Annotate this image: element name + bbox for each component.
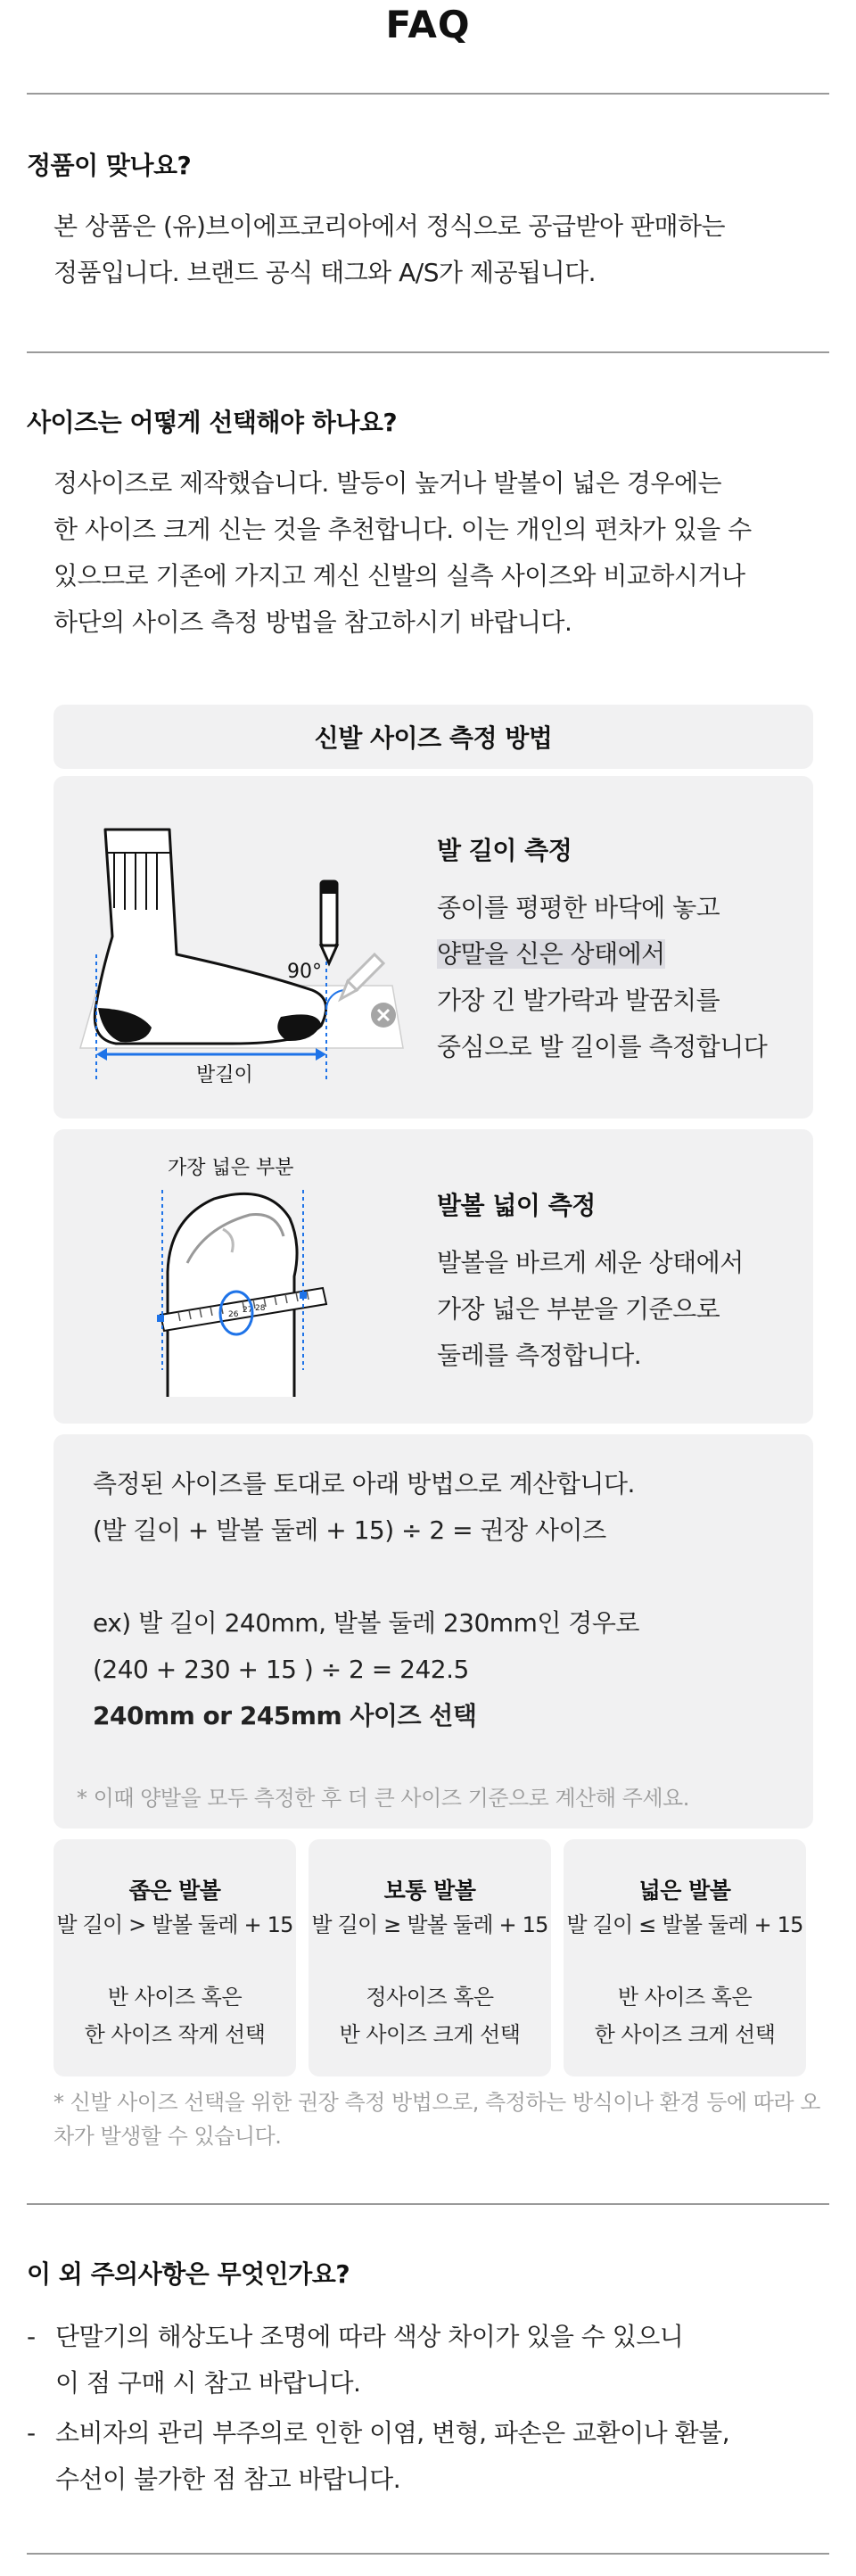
notice-line: 소비자의 관리 부주의로 인한 이염, 변형, 파손은 교환이나 환불, [55,2418,730,2448]
foot-length-illustration [54,776,428,1119]
size-guide-title-box [54,705,813,769]
faq-question-authenticity: 정품이 맞나요? [27,151,192,180]
card-title: 넓은 발볼 [638,1878,731,1903]
notice-line: 이 점 구매 시 참고 바랍니다. [55,2368,361,2398]
card-title: 좁은 발볼 [128,1878,221,1903]
pencil-icon [321,881,337,963]
card-recommendation: 반 사이즈 혹은 [617,1985,753,2010]
card-recommendation: 한 사이즈 크게 선택 [594,2022,776,2047]
card-formula: 발 길이 > 발볼 둘레 + 15 [56,1912,293,1937]
card-formula: 발 길이 ≥ 발볼 둘레 + 15 [311,1912,548,1937]
faq-answer-size [54,460,820,646]
notice-line: 단말기의 해상도나 조명에 따라 색상 차이가 있을 수 있으니 [55,2322,684,2351]
faq-question-notice: 이 외 주의사항은 무엇인가요? [27,2259,350,2289]
answer-line: 본 상품은 (유)브이에프코리아에서 정식으로 공급받아 판매하는 [54,211,726,241]
calc-text [93,1461,639,1739]
step-line: 가장 넓은 부분을 기준으로 [437,1294,720,1324]
length-label: 발길이 [196,1064,253,1086]
tape-mark: 28 [255,1304,266,1313]
answer-line: 하단의 사이즈 측정 방법을 참고하시기 바랍니다. [54,607,572,637]
step-line: 발볼을 바르게 세운 상태에서 [437,1248,744,1277]
answer-line: 정사이즈로 제작했습니다. 발등이 높거나 발볼이 넓은 경우에는 [54,468,722,498]
answer-line: 있으므로 기존에 가지고 계신 신발의 실측 사이즈와 비교하시거나 [54,561,745,590]
page-title: FAQ [385,3,471,46]
foot-width-panel [54,1129,813,1424]
tape-mark: 26 [228,1310,239,1319]
dash-marker: - [27,2322,36,2351]
angle-label: 90° [287,961,322,983]
highlighted-step: 양말을 신은 상태에서 [437,939,665,969]
calc-example: (240 + 230 + 15 ) ÷ 2 = 242.5 [93,1655,469,1684]
divider [27,351,829,353]
answer-line: 한 사이즈 크게 신는 것을 추천합니다. 이는 개인의 편차가 있을 수 [54,515,752,544]
divider [27,93,829,95]
widest-part-label: 가장 넓은 부분 [168,1157,294,1179]
divider [27,2553,829,2555]
card-recommendation: 한 사이즈 작게 선택 [84,2022,266,2047]
foot-length-panel [54,776,813,1119]
card-recommendation: 반 사이즈 혹은 [107,1985,243,2010]
notice-item [27,2410,829,2503]
step-line: 중심으로 발 길이를 측정합니다 [437,1032,768,1061]
faq-question-size: 사이즈는 어떻게 선택해야 하나요? [27,408,398,437]
foot-width-heading: 발볼 넓이 측정 [437,1191,596,1220]
calc-note: * 이때 양발을 모두 측정한 후 더 큰 사이즈 기준으로 계산해 주세요. [77,1786,689,1811]
step-line [437,931,767,978]
narrow-width-card [54,1839,296,2076]
calc-line: 측정된 사이즈를 토대로 아래 방법으로 계산합니다. [93,1469,635,1499]
foot-width-steps [437,1240,744,1379]
close-icon [371,1003,396,1028]
card-formula: 발 길이 ≤ 발볼 둘레 + 15 [566,1912,803,1937]
dash-marker: - [27,2418,36,2448]
calc-result: 240mm or 245mm 사이즈 선택 [93,1701,477,1730]
size-guide-title: 신발 사이즈 측정 방법 [314,723,553,753]
card-title: 보통 발볼 [383,1878,476,1903]
tape-mark: 27 [243,1306,253,1315]
card-recommendation: 반 사이즈 크게 선택 [339,2022,521,2047]
card-recommendation: 정사이즈 혹은 [366,1985,494,2010]
answer-line: 정품입니다. 브랜드 공식 태그와 A/S가 제공됩니다. [54,258,597,287]
wide-width-card [564,1839,806,2076]
guide-footnote: * 신발 사이즈 선택을 위한 권장 측정 방법으로, 측정하는 방식이나 환경 등에 따라 오차가 발생할 수 있습니다. [54,2090,820,2149]
step-line: 가장 긴 발가락과 발꿈치를 [437,986,720,1015]
size-calc-panel [54,1434,813,1829]
foot-length-steps [437,885,767,1070]
normal-width-card [309,1839,551,2076]
faq-answer-authenticity [54,203,820,296]
foot-width-illustration [54,1129,428,1424]
divider [27,2203,829,2205]
step-line: 둘레를 측정합니다. [437,1341,642,1370]
step-line: 종이를 평평한 바닥에 놓고 [437,893,720,922]
notice-line: 수선이 불가한 점 참고 바랍니다. [55,2465,401,2494]
calc-example: ex) 발 길이 240mm, 발볼 둘레 230mm인 경우로 [93,1608,639,1638]
notice-item [27,2314,829,2407]
foot-length-heading: 발 길이 측정 [437,836,572,865]
calc-formula: (발 길이 + 발볼 둘레 + 15) ÷ 2 = 권장 사이즈 [93,1515,606,1545]
